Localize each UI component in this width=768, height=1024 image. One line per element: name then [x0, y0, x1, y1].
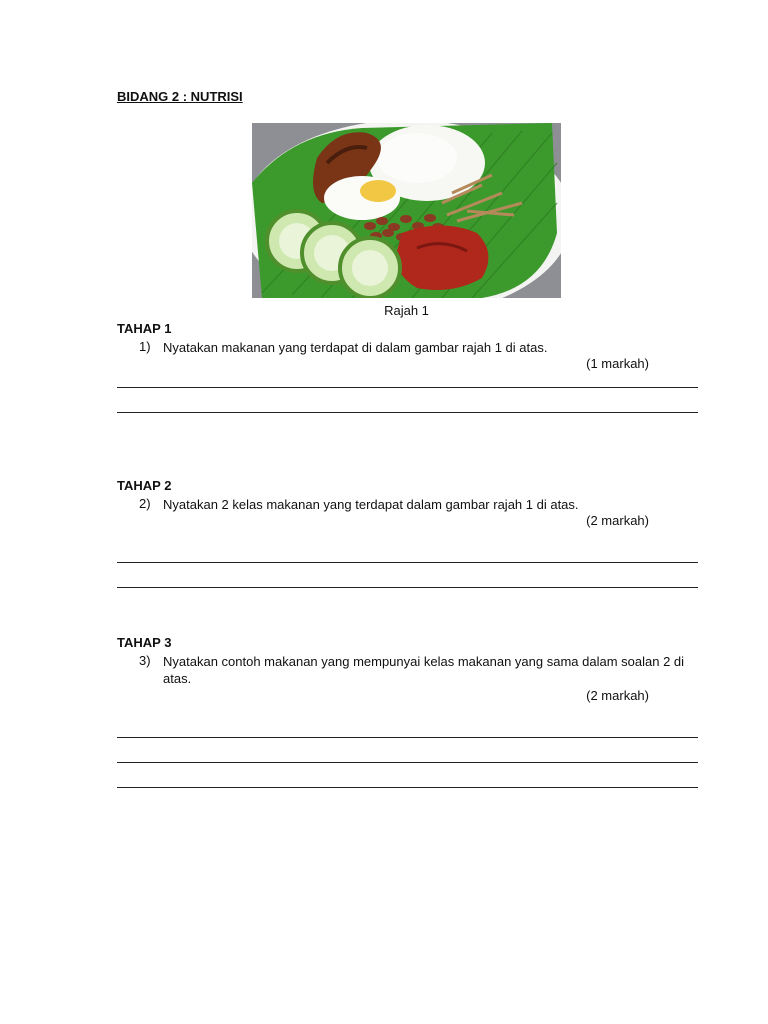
- question-number: 1): [139, 339, 151, 354]
- marks-label: (1 markah): [586, 356, 649, 371]
- answer-line[interactable]: [117, 387, 698, 388]
- answer-line[interactable]: [117, 412, 698, 413]
- answer-line[interactable]: [117, 787, 698, 788]
- page-title: BIDANG 2 : NUTRISI: [117, 89, 243, 104]
- sambal: [396, 226, 488, 291]
- level-heading: TAHAP 1: [117, 321, 172, 336]
- question-number: 3): [139, 653, 151, 668]
- question-number: 2): [139, 496, 151, 511]
- question-text: Nyatakan makanan yang terdapat di dalam gambar rajah 1 di atas.: [163, 340, 548, 355]
- marks-label: (2 markah): [586, 513, 649, 528]
- level-heading: TAHAP 2: [117, 478, 172, 493]
- food-illustration: [252, 123, 561, 298]
- answer-line[interactable]: [117, 562, 698, 563]
- figure-caption: Rajah 1: [384, 303, 429, 318]
- question-text: Nyatakan contoh makanan yang mempunyai kelas makanan yang sama dalam soalan 2 di atas.: [163, 654, 685, 686]
- answer-line[interactable]: [117, 737, 698, 738]
- level-heading: TAHAP 3: [117, 635, 172, 650]
- marks-label: (2 markah): [586, 688, 649, 703]
- question-text: Nyatakan 2 kelas makanan yang terdapat dalam gambar rajah 1 di atas.: [163, 497, 579, 512]
- answer-line[interactable]: [117, 762, 698, 763]
- answer-line[interactable]: [117, 587, 698, 588]
- nasi-lemak-photo: [252, 123, 561, 298]
